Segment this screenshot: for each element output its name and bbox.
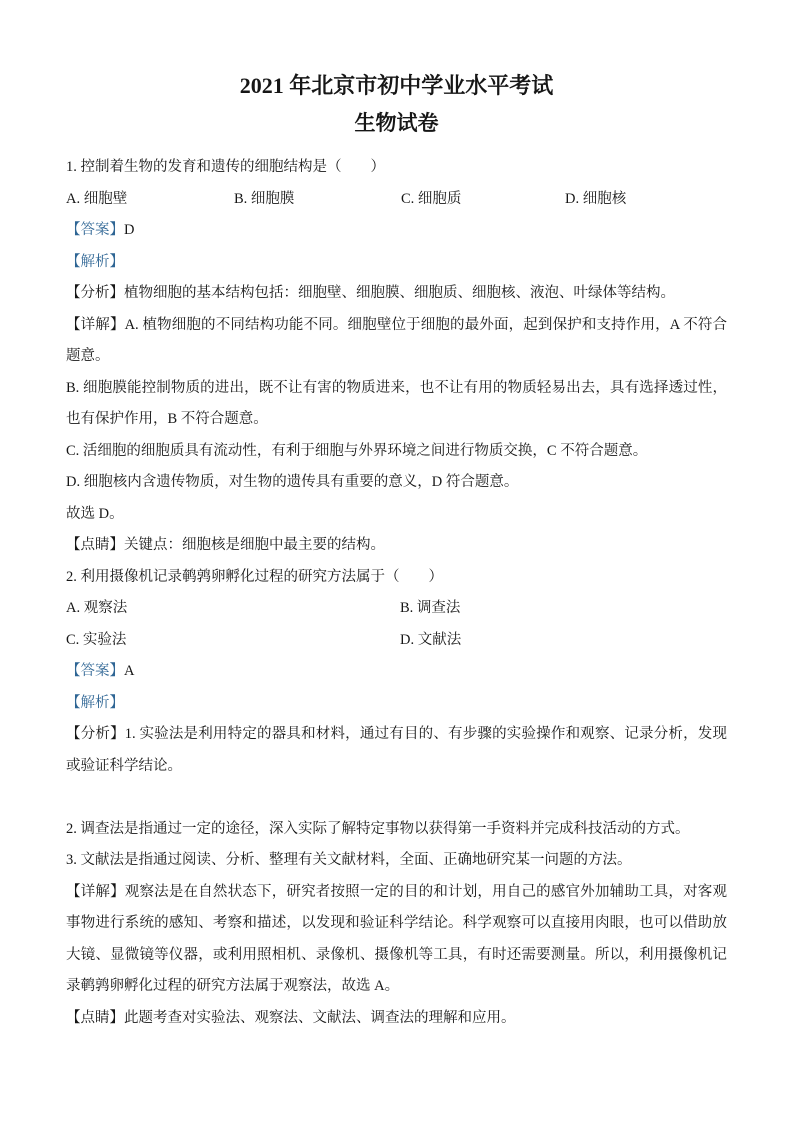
q2-option-d: D. 文献法: [400, 631, 462, 648]
q1-fenxi-paragraph: 【分析】植物细胞的基本结构包括：细胞壁、细胞膜、细胞质、细胞核、液泡、叶绿体等结构。: [66, 285, 675, 301]
q1-detail-paragraph-b: B. 细胞膜能控制物质的进出，既不让有害的物质进来，也不让有用的物质轻易出去，具有选择透过性，也有保护作用，B 不符合题意。: [66, 379, 727, 427]
q2-jiexi-label: 【解析】: [66, 694, 124, 711]
q1-detail-paragraph-a: 【详解】A. 植物细胞的不同结构功能不同。细胞壁位于细胞的最外面，起到保护和支持作用，A 不符合题意。: [66, 316, 727, 364]
q1-detail-paragraph-d: D. 细胞核内含遗传物质，对生物的遗传具有重要的意义，D 符合题意。: [66, 474, 519, 490]
q1-option-c: C. 细胞质: [401, 190, 462, 207]
q1-jiexi-line: [66, 247, 727, 279]
q2-dianjing-paragraph: 【点睛】此题考查对实验法、观察法、文献法、调查法的理解和应用。: [66, 1009, 516, 1026]
q2-method3-paragraph: 3. 文献法是指通过阅读、分析、整理有关文献材料，全面、正确地研究某一问题的方法。: [66, 852, 632, 868]
q1-conclusion: 故选 D。: [66, 505, 124, 522]
q2-answer-label: 【答案】: [66, 663, 124, 679]
doc-title: 2021 年北京市初中学业水平考试: [239, 73, 554, 98]
q1-jiexi-label: 【解析】: [66, 253, 124, 270]
q1-answer-label: 【答案】: [66, 222, 124, 238]
q2-jiexi-line: [66, 688, 727, 720]
q1-answer-line: [66, 215, 727, 247]
q2-answer-line: [66, 656, 727, 688]
q2-option-c: C. 实验法: [66, 631, 127, 648]
q2-option-a: A. 观察法: [66, 600, 128, 616]
q2-option-b: B. 调查法: [400, 600, 461, 616]
q1-answer-value: D: [124, 222, 135, 238]
q1-detail-paragraph-c: C. 活细胞的细胞质具有流动性，有利于细胞与外界环境之间进行物质交换，C 不符合题意。: [66, 442, 648, 459]
q2-detail-paragraph: 【详解】观察法是在自然状态下，研究者按照一定的目的和计划，用自己的感官外加辅助工具，对客观事物进行系统的感知、考察和描述，以发现和验证科学结论。科学观察可以直接用肉眼，也可以借助放大镜、显微镜等仪器，或利用照相机、录像机、摄像机等工具，有时还需要测量。所以，利用摄像机记录鹌鹑卵孵化过程的研究方法属于观察法，故选 A。: [66, 883, 727, 994]
q1-dianjing-paragraph: 【点睛】关键点：细胞核是细胞中最主要的结构。: [66, 537, 385, 553]
q1-options: [66, 184, 727, 216]
question-2: [66, 562, 727, 1035]
q1-option-a: A. 细胞壁: [66, 190, 128, 207]
spacer-line: [66, 782, 727, 814]
q1-option-d: D. 细胞核: [565, 190, 627, 207]
q1-option-b: B. 细胞膜: [234, 190, 295, 207]
question-1: [66, 152, 727, 562]
q1-stem: 1. 控制着生物的发育和遗传的细胞结构是（ ）: [66, 159, 385, 175]
q2-method2-paragraph: 2. 调查法是指通过一定的途径，深入实际了解特定事物以获得第一手资料并完成科技活动的方式。: [66, 820, 690, 837]
q2-answer-value: A: [124, 663, 135, 679]
doc-subtitle: 生物试卷: [354, 111, 439, 135]
q2-options: [66, 593, 727, 656]
q2-stem: 2. 利用摄像机记录鹌鹑卵孵化过程的研究方法属于（ ）: [66, 568, 443, 585]
q2-fenxi-paragraph: 【分析】1. 实验法是利用特定的器具和材料，通过有目的、有步骤的实验操作和观察、记录分析，发现或验证科学结论。: [66, 726, 727, 774]
